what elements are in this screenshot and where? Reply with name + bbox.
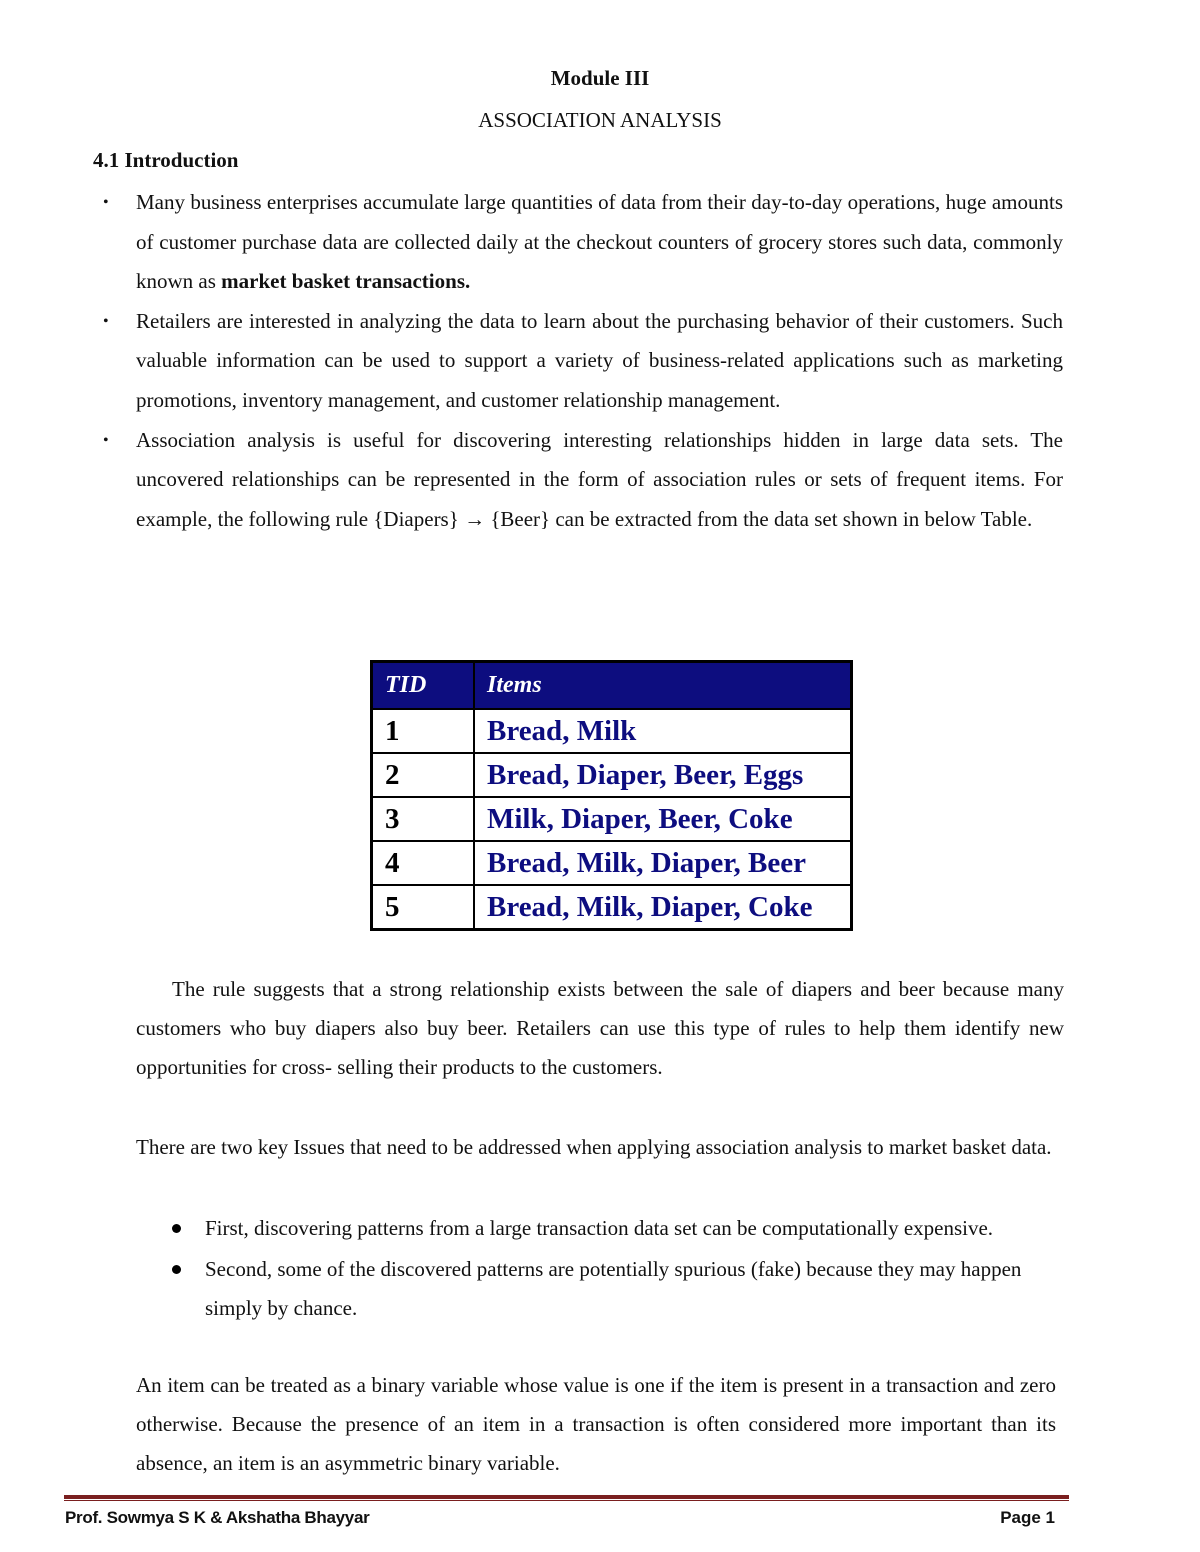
footer-divider [64, 1495, 1069, 1499]
footer-page-number: Page 1 [1000, 1508, 1055, 1527]
bullet-dot-icon [172, 1224, 181, 1233]
bullet-icon: • [103, 194, 109, 211]
bullet-icon: • [103, 431, 109, 449]
table-row [372, 753, 852, 797]
table-row [372, 797, 852, 841]
bullet-text: Retailers are interested in analyzing the data to learn about the purchasing behavior of their customers. Such valuable information can be used to support a variety of business-related applications such as marketing promotions, inventory management, and customer relationship management. [136, 308, 1063, 412]
footer-divider-thin [64, 1500, 1069, 1501]
tid-cell: 3 [372, 797, 475, 841]
binary-variable-paragraph: An item can be treated as a binary variable whose value is one if the item is present in a transaction and zero otherwise. Because the presence of an item in a transaction is often considered more important than its absence, an item is an asymmetric binary variable. [136, 1373, 1056, 1475]
issue-text: First, discovering patterns from a large transaction data set can be computationally expensive. [205, 1216, 994, 1240]
bullet-text: Many business enterprises accumulate large quantities of data from their day-to-day operations, huge amounts of customer purchase data are collected daily at the checkout counters of grocery stores such data, commonly known as [136, 190, 1063, 294]
tid-cell: 5 [372, 885, 475, 930]
tid-cell: 4 [372, 841, 475, 885]
chapter-title: ASSOCIATION ANALYSIS [478, 108, 722, 132]
list-item [93, 302, 1063, 421]
bullet-text: Association analysis is useful for discovering interesting relationships hidden in large data sets. The uncovered relationships can be represented in the form of association rules or sets of frequent items. For example, the following rule {Diapers} → {Beer} can be extracted from the data set shown in below Table. [136, 427, 1063, 531]
issue-text: Second, some of the discovered patterns are potentially spurious (fake) because they may happen simply by chance. [205, 1256, 1022, 1320]
list-item [93, 183, 1063, 302]
items-cell: Bread, Milk, Diaper, Beer [474, 841, 852, 885]
rule-explanation-paragraph: The rule suggests that a strong relationship exists between the sale of diapers and beer because many customers who buy diapers also buy beer. Retailers can use this type of rules to help them identify new opportunities for cross- selling their products to the customers. [136, 977, 1064, 1079]
bullet-dot-icon [172, 1265, 181, 1274]
bullet-bold-text: market basket transactions. [221, 269, 471, 294]
table-row [372, 885, 852, 930]
footer-authors: Prof. Sowmya S K & Akshatha Bhayyar [65, 1508, 370, 1527]
items-cell: Bread, Diaper, Beer, Eggs [474, 753, 852, 797]
key-issues-intro-paragraph: There are two key Issues that need to be addressed when applying association analysis to market basket data. [136, 1135, 1052, 1159]
items-cell: Bread, Milk [474, 709, 852, 753]
intro-bullet-list [93, 183, 1063, 539]
column-header-tid: TID [372, 662, 475, 710]
bullet-icon: • [103, 312, 109, 330]
table-header-row [372, 662, 852, 710]
list-item [136, 1209, 1036, 1248]
table-row [372, 841, 852, 885]
module-heading: Module III [550, 66, 650, 90]
issues-list [136, 1209, 1036, 1329]
list-item [93, 421, 1063, 540]
tid-cell: 2 [372, 753, 475, 797]
table-row [372, 709, 852, 753]
items-cell: Bread, Milk, Diaper, Coke [474, 885, 852, 930]
section-title: 4.1 Introduction [93, 148, 239, 172]
transactions-table [370, 660, 853, 931]
list-item [136, 1250, 1036, 1328]
column-header-items: Items [474, 662, 852, 710]
items-cell: Milk, Diaper, Beer, Coke [474, 797, 852, 841]
tid-cell: 1 [372, 709, 475, 753]
